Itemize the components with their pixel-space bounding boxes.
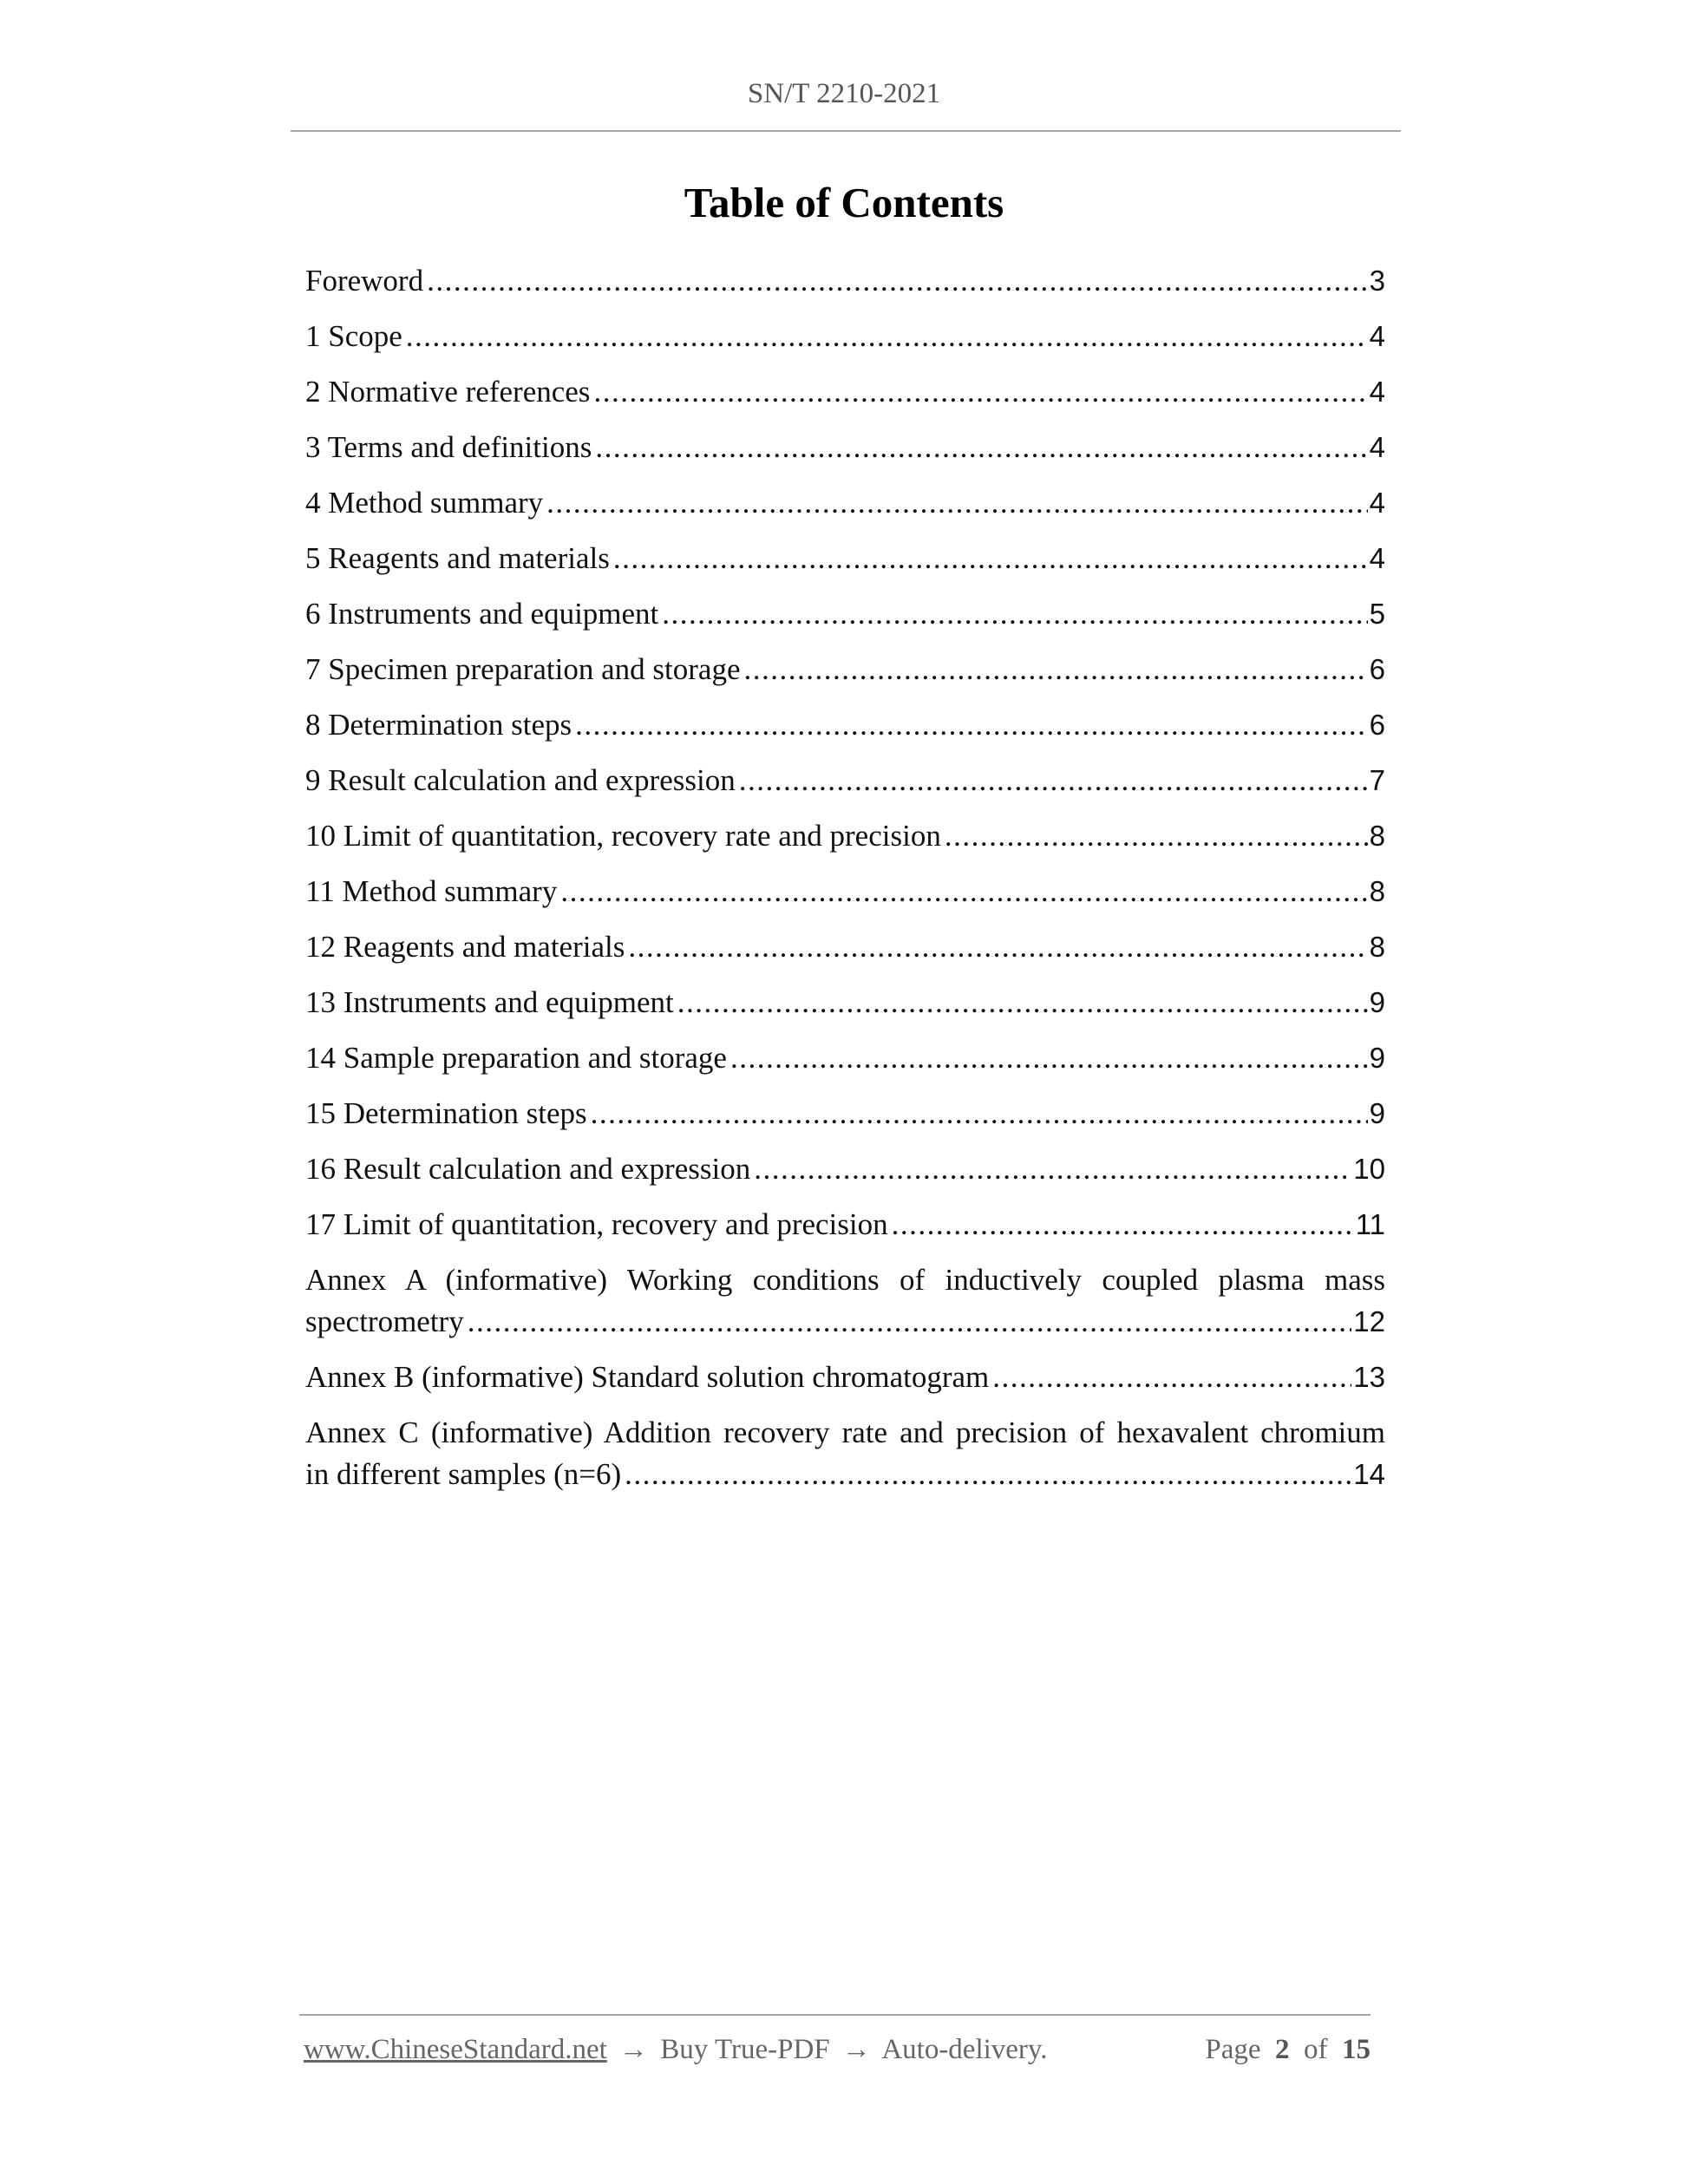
toc-entry-label: Annex C (informative) Addition recovery rate and precision of hexavalent chromium xyxy=(305,1416,1385,1449)
table-of-contents xyxy=(305,260,1385,1509)
toc-entry-label: in different samples (n=6) xyxy=(305,1457,622,1491)
toc-page-number: 10 xyxy=(1353,1153,1385,1185)
header-divider xyxy=(291,130,1401,132)
current-page-number: 2 xyxy=(1275,2034,1290,2065)
dot-leader xyxy=(992,1357,1351,1398)
toc-page-number: 8 xyxy=(1369,931,1385,963)
dot-leader xyxy=(625,1454,1351,1495)
toc-entry-label: Annex B (informative) Standard solution chromatogram xyxy=(305,1360,990,1394)
dot-leader xyxy=(560,871,1367,912)
toc-entry-limit-of-quantitation[interactable] xyxy=(305,815,1385,857)
toc-page-number: 14 xyxy=(1353,1458,1385,1490)
toc-entry-label: 17 Limit of quantitation, recovery and precision xyxy=(305,1207,888,1241)
arrow-right-icon: → xyxy=(619,2034,649,2065)
toc-entry-label: 15 Determination steps xyxy=(305,1096,587,1130)
toc-entry-label: 16 Result calculation and expression xyxy=(305,1152,751,1186)
dot-leader xyxy=(662,593,1367,635)
toc-entry-foreword[interactable] xyxy=(305,260,1385,302)
toc-entry-annex-b[interactable] xyxy=(305,1357,1385,1398)
toc-page-number: 6 xyxy=(1369,709,1385,741)
dot-leader xyxy=(613,538,1368,579)
dot-leader xyxy=(593,371,1367,413)
website-link[interactable]: www.ChineseStandard.net xyxy=(304,2034,607,2065)
toc-page-number: 6 xyxy=(1369,653,1385,685)
toc-entry-instruments[interactable] xyxy=(305,593,1385,635)
toc-entry-label: 8 Determination steps xyxy=(305,708,572,742)
toc-page-number: 4 xyxy=(1369,542,1385,574)
toc-entry-specimen-preparation[interactable] xyxy=(305,649,1385,690)
toc-entry-limit-of-quantitation-2[interactable] xyxy=(305,1204,1385,1246)
toc-entry-label: 3 Terms and definitions xyxy=(305,430,592,464)
delivery-text: Auto-delivery. xyxy=(881,2034,1048,2065)
dot-leader xyxy=(595,427,1367,468)
footer-promo xyxy=(304,2034,1048,2066)
page-word: Page xyxy=(1205,2034,1261,2065)
toc-page-number: 4 xyxy=(1369,431,1385,463)
toc-entry-label: 10 Limit of quantitation, recovery rate and precision xyxy=(305,819,941,853)
toc-page-number: 9 xyxy=(1369,986,1385,1018)
toc-page-number: 3 xyxy=(1369,265,1385,297)
toc-page-number: 11 xyxy=(1355,1208,1385,1240)
dot-leader xyxy=(575,704,1367,746)
toc-entry-scope[interactable] xyxy=(305,316,1385,357)
toc-entry-label: 4 Method summary xyxy=(305,486,544,520)
dot-leader xyxy=(945,815,1368,857)
toc-entry-terms[interactable] xyxy=(305,427,1385,468)
toc-entry-label: 11 Method summary xyxy=(305,874,558,908)
toc-entry-determination-steps[interactable] xyxy=(305,704,1385,746)
toc-entry-label: 7 Specimen preparation and storage xyxy=(305,652,741,686)
toc-entry-method-summary-2[interactable] xyxy=(305,871,1385,912)
page-title: Table of Contents xyxy=(684,179,1004,226)
dot-leader xyxy=(730,1037,1368,1079)
dot-leader xyxy=(892,1204,1354,1246)
page-footer xyxy=(304,2034,1371,2066)
toc-entry-label: 13 Instruments and equipment xyxy=(305,985,674,1019)
total-page-count: 15 xyxy=(1342,2034,1371,2065)
dot-leader xyxy=(427,260,1368,302)
dot-leader xyxy=(628,926,1367,968)
toc-entry-instruments-2[interactable] xyxy=(305,982,1385,1023)
toc-entry-annex-a[interactable] xyxy=(305,1259,1385,1343)
toc-entry-reagents[interactable] xyxy=(305,538,1385,579)
toc-page-number: 7 xyxy=(1369,764,1385,796)
dot-leader xyxy=(591,1093,1368,1135)
arrow-right-icon: → xyxy=(841,2034,871,2065)
toc-page-number: 4 xyxy=(1369,487,1385,519)
toc-page-number: 13 xyxy=(1353,1361,1385,1393)
toc-entry-label: 12 Reagents and materials xyxy=(305,930,625,964)
toc-page-number: 8 xyxy=(1369,875,1385,907)
dot-leader xyxy=(468,1301,1352,1343)
toc-entry-label: 5 Reagents and materials xyxy=(305,541,610,575)
toc-page-number: 4 xyxy=(1369,320,1385,352)
buy-text: Buy True-PDF xyxy=(660,2034,830,2065)
toc-page-number: 9 xyxy=(1369,1097,1385,1129)
toc-entry-determination-steps-2[interactable] xyxy=(305,1093,1385,1135)
document-code: SN/T 2210-2021 xyxy=(747,78,941,109)
dot-leader xyxy=(754,1148,1351,1190)
toc-entry-sample-preparation[interactable] xyxy=(305,1037,1385,1079)
dot-leader xyxy=(739,760,1368,801)
toc-page-number: 4 xyxy=(1369,376,1385,408)
toc-page-number: 12 xyxy=(1353,1305,1385,1337)
page-indicator xyxy=(1205,2034,1371,2066)
toc-entry-label: 6 Instruments and equipment xyxy=(305,597,659,631)
toc-entry-normative-references[interactable] xyxy=(305,371,1385,413)
toc-entry-method-summary[interactable] xyxy=(305,482,1385,524)
toc-entry-continuation xyxy=(305,1454,1385,1495)
toc-entry-result-calculation[interactable] xyxy=(305,760,1385,801)
dot-leader xyxy=(406,316,1368,357)
toc-entry-label: 9 Result calculation and expression xyxy=(305,763,736,797)
toc-entry-label: 1 Scope xyxy=(305,319,402,353)
footer-divider xyxy=(299,2014,1371,2016)
dot-leader xyxy=(677,982,1368,1023)
toc-page-number: 9 xyxy=(1369,1042,1385,1074)
dot-leader xyxy=(743,649,1367,690)
toc-page-number: 8 xyxy=(1369,820,1385,852)
toc-page-number: 5 xyxy=(1369,598,1385,630)
toc-entry-reagents-2[interactable] xyxy=(305,926,1385,968)
toc-entry-annex-c[interactable] xyxy=(305,1412,1385,1495)
toc-entry-continuation xyxy=(305,1301,1385,1343)
dot-leader xyxy=(546,482,1368,524)
toc-entry-label: Foreword xyxy=(305,264,424,298)
of-word: of xyxy=(1304,2034,1328,2065)
toc-entry-label: spectrometry xyxy=(305,1305,464,1338)
toc-entry-label: 2 Normative references xyxy=(305,375,591,409)
toc-entry-label: 14 Sample preparation and storage xyxy=(305,1041,727,1075)
toc-entry-result-calculation-2[interactable] xyxy=(305,1148,1385,1190)
toc-entry-label: Annex A (informative) Working conditions of inductively coupled plasma mass xyxy=(305,1263,1385,1297)
